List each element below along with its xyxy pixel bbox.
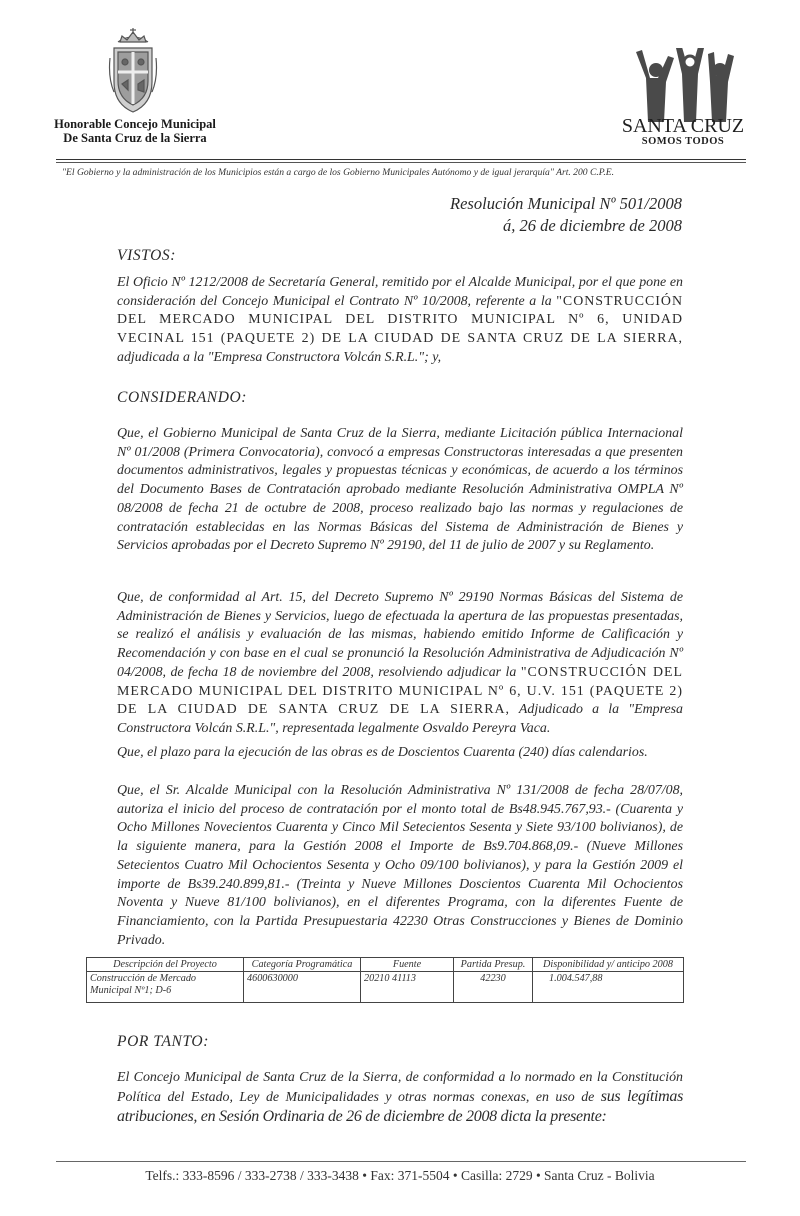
considerando-paragraph-1: Que, el Gobierno Municipal de Santa Cruz de la Sierra, mediante Licitación pública Internacional Nº 01/2008 (Primera Convocatoria), convocó a empresas Constructoras interesadas a que presenten documentos administrativos, legales y propuestas técnicas y económicas, de acuerdo a los términos del Documento Bases de Contratación aprobado mediante Resolución Administrativa OMPLA Nº 08/2008 de fecha 21 de octubre de 2008, proceso realizado bajo las normas y regulaciones de contratación establecidas en las Normas Básicas del Sistema de Administración de Bienes y Servicios aprobadas por el Decreto Supremo Nº 29190, del 11 de julio de 2007 y su Reglamento.: [117, 426, 683, 554]
considerando-heading: CONSIDERANDO:: [117, 389, 248, 406]
brand-main-text: SANTA CRUZ: [621, 115, 745, 137]
table-header-availability: Disponibilidad y/ anticipo 2008: [533, 958, 684, 972]
table-cell-category: 4600630000: [244, 972, 361, 1003]
motto-text: "El Gobierno y la administración de los Municipios están a cargo de los Gobierno Municipales Autónomo y de igual jerarquía" Art. 200 C.P.E.: [62, 167, 615, 178]
council-name-line1: Honorable Concejo Municipal: [54, 117, 216, 131]
table-row: [87, 972, 684, 1003]
table-cell-availability: 1.004.547,88: [533, 972, 684, 1003]
vistos-heading: VISTOS:: [117, 247, 177, 264]
council-name: [40, 117, 230, 145]
table-cell-description: Construcción de Mercado Municipal Nº1; D-6: [87, 972, 244, 1003]
table-header-source: Fuente: [361, 958, 454, 972]
council-name-line2: De Santa Cruz de la Sierra: [63, 131, 207, 145]
table-cell-item: 42230: [454, 972, 533, 1003]
vistos-paragraph: [117, 274, 683, 368]
footer-contact: Telfs.: 333-8596 / 333-2738 / 333-3438 • Fax: 371-5504 • Casilla: 2729 • Santa Cruz - Bolivia: [145, 1168, 655, 1183]
table-header-category: Categoría Programática: [244, 958, 361, 972]
portanto-heading: POR TANTO:: [117, 1033, 209, 1050]
table-cell-source: 20210 41113: [361, 972, 454, 1003]
portanto-text-b: sus legítimas atribuciones, en Sesión Ordinaria de 26 de diciembre de 2008 dicta la presente:: [117, 1088, 684, 1125]
footer-divider: [56, 1161, 746, 1162]
header-divider: [56, 159, 746, 163]
brand-name: [618, 116, 748, 148]
vistos-project-name: "CONSTRUCCIÓN DEL MERCADO MUNICIPAL DEL DISTRITO MUNICIPAL Nº 6, UNIDAD VECINAL 151 (PAQUETE 2) DE LA CIUDAD DE SANTA CRUZ DE LA SIERRA,: [117, 293, 683, 347]
considerando-paragraph-3: Que, el plazo para la ejecución de las obras es de Doscientos Cuarenta (240) días calendarios.: [117, 745, 648, 760]
budget-table: [86, 957, 684, 1003]
table-header-item: Partida Presup.: [454, 958, 533, 972]
resolution-title: Resolución Municipal Nº 501/2008: [450, 194, 682, 213]
vistos-text-b: adjudicada a la "Empresa Constructora Volcán S.R.L."; y,: [117, 349, 442, 365]
considerando-p2-text-a: Que, de conformidad al Art. 15, del Decreto Supremo Nº 29190 Normas Básicas del Sistema de Administración de Bienes y Servicios, luego de efectuada la apertura de las propuestas presentadas, se realizó el análisis y evaluación de las mismas, habiendo emitido Informe de Calificación y Recomendación y con base en el cual se pronunció la Resolución Administrativa de Adjudicación Nº 04/2008, de fecha 18 de noviembre del 2008, resolviendo adjudicar la: [117, 590, 683, 680]
considerando-p2-project-name: "CONSTRUCCIÓN DEL MERCADO MUNICIPAL DEL DISTRITO MUNICIPAL Nº 6, U.V. 151 (PAQUETE 2) DE LA CIUDAD DE SANTA CRUZ DE LA SIERRA,: [117, 664, 684, 718]
table-header-row: [87, 958, 684, 972]
vistos-text-a: El Oficio Nº 1212/2008 de Secretaría General, remitido por el Alcalde Municipal, por el que pone en consideración del Concejo Municipal el Contrato Nº 10/2008, referente a la: [117, 275, 683, 309]
brand-sub-text: SOMOS TODOS: [641, 136, 725, 147]
portanto-text-a: El Concejo Municipal de Santa Cruz de la Sierra, de conformidad a lo normado en la Constitución Política del Estado, Ley de Municipalidades y otras normas conexas, en uso de: [117, 1070, 683, 1105]
considerando-paragraph-4: Que, el Sr. Alcalde Municipal con la Resolución Administrativa Nº 131/2008 de fecha 28/07/08, autoriza el inicio del proceso de contratación por el monto total de Bs48.945.767,93.- (Cuarenta y Ocho Millones Novecientos Cuarenta y Cinco Mil Setecientos Sesenta y Siete 93/100 bolivianos), de la siguiente manera, para la Gestión 2008 el Importe de Bs9.704.868,09.- (Nueve Millones Setecientos Cuatro Mil Ochocientos Sesenta y Ocho 09/100 bolivianos), y para la Gestión 2009 el importe de Bs39.240.899,81.- (Treinta y Nueve Millones Doscientos Cuarenta Mil Ochocientos Noventa y Nueve 81/100 bolivianos), en el diferentes Programa, con la diferentes Fuente de Financiamiento, con la Partida Presupuestaria 42230 Otras Construcciones y Bienes de Dominio Privado.: [117, 783, 683, 948]
considerando-p2-text-b: Adjudicado a la "Empresa Constructora Volcán S.R.L.", representada legalmente Osvaldo Pereyra Vaca.: [117, 702, 683, 736]
coat-of-arms-icon: [108, 28, 158, 114]
resolution-date: á, 26 de diciembre de 2008: [502, 216, 682, 235]
portanto-paragraph: [117, 1068, 683, 1127]
considerando-paragraph-2: [117, 589, 683, 739]
table-header-description: Descripción del Proyecto: [87, 958, 244, 972]
